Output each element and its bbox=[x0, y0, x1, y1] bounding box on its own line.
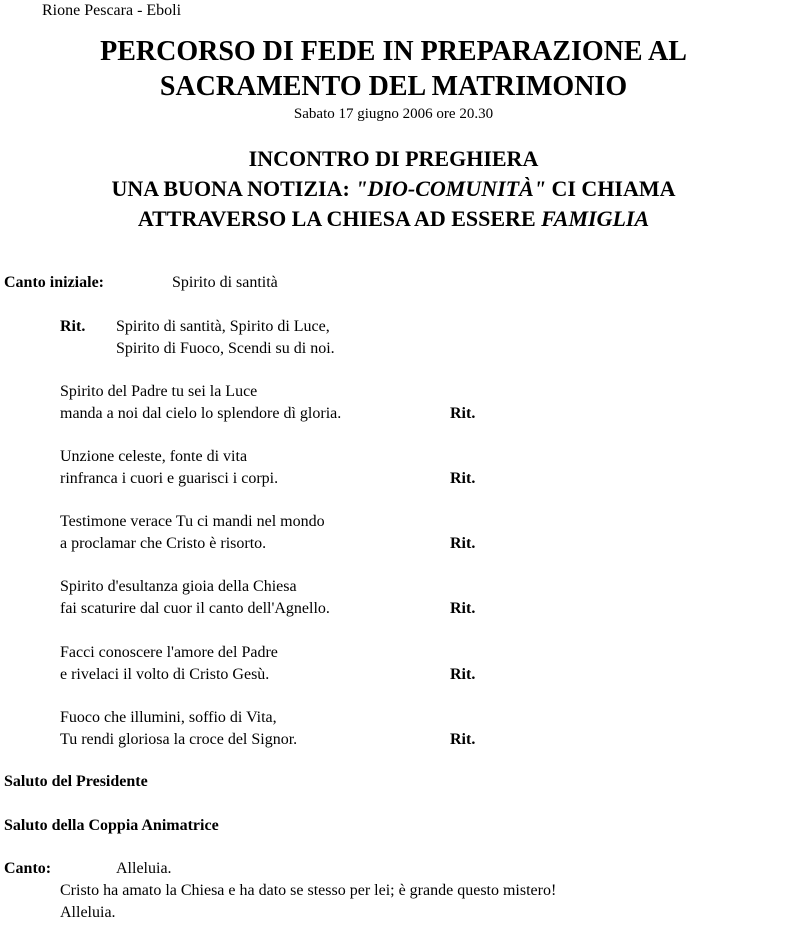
saluto-presidente: Saluto del Presidente bbox=[4, 773, 148, 790]
subtitle-line-2-c: CI CHIAMA bbox=[545, 176, 676, 201]
stanza-6-line-1: Fuoco che illumini, soffio di Vita, bbox=[60, 709, 277, 726]
stanza-2-rit: Rit. bbox=[450, 470, 476, 487]
stanza-2-line-2: rinfranca i cuori e guarisci i corpi. bbox=[60, 470, 279, 487]
subtitle-line-3 bbox=[0, 206, 787, 232]
subtitle-line-3-b: FAMIGLIA bbox=[541, 206, 650, 231]
stanza-4-line-1: Spirito d'esultanza gioia della Chiesa bbox=[60, 578, 297, 595]
stanza-4-line-2: fai scaturire dal cuor il canto dell'Agnello. bbox=[60, 600, 330, 617]
stanza-1-rit: Rit. bbox=[450, 405, 476, 422]
subtitle-line-2-a: UNA BUONA NOTIZIA: bbox=[111, 176, 356, 201]
saluto-coppia: Saluto della Coppia Animatrice bbox=[4, 817, 219, 834]
date-text: Sabato 17 giugno 2006 ore 20.30 bbox=[293, 106, 494, 122]
location-text: Rione Pescara - Eboli bbox=[42, 2, 182, 19]
subtitle-line-2-b: "DIO-COMUNITÀ" bbox=[355, 176, 546, 201]
title-line-2: SACRAMENTO DEL MATRIMONIO bbox=[159, 71, 628, 102]
subtitle-line-2 bbox=[0, 176, 787, 202]
stanza-3-rit: Rit. bbox=[450, 535, 476, 552]
canto-label: Canto: bbox=[4, 860, 52, 877]
stanza-5-rit: Rit. bbox=[450, 666, 476, 683]
refrain-line-2: Spirito di Fuoco, Scendi su di noi. bbox=[116, 340, 335, 357]
stanza-3-line-2: a proclamar che Cristo è risorto. bbox=[60, 535, 267, 552]
stanza-6-line-2: Tu rendi gloriosa la croce del Signor. bbox=[60, 731, 298, 748]
canto-line-2: Alleluia. bbox=[60, 904, 116, 921]
canto-title: Alleluia. bbox=[116, 860, 172, 877]
stanza-2-line-1: Unzione celeste, fonte di vita bbox=[60, 448, 248, 465]
stanza-1-line-2: manda a noi dal cielo lo splendore dì gloria. bbox=[60, 405, 342, 422]
subtitle-line-1: INCONTRO DI PREGHIERA bbox=[248, 146, 539, 171]
stanza-6-rit: Rit. bbox=[450, 731, 476, 748]
canto-line-1: Cristo ha amato la Chiesa e ha dato se stesso per lei; è grande questo mistero! bbox=[60, 882, 557, 899]
stanza-4-rit: Rit. bbox=[450, 600, 476, 617]
stanza-5-line-2: e rivelaci il volto di Cristo Gesù. bbox=[60, 666, 270, 683]
title-line-1: PERCORSO DI FEDE IN PREPARAZIONE AL bbox=[100, 36, 687, 67]
stanza-1-line-1: Spirito del Padre tu sei la Luce bbox=[60, 383, 258, 400]
stanza-5-line-1: Facci conoscere l'amore del Padre bbox=[60, 644, 278, 661]
stanza-3-line-1: Testimone verace Tu ci mandi nel mondo bbox=[60, 513, 325, 530]
refrain-line-1: Spirito di santità, Spirito di Luce, bbox=[116, 318, 330, 335]
canto-iniziale-label: Canto iniziale: bbox=[4, 274, 104, 291]
canto-iniziale-title: Spirito di santità bbox=[172, 274, 278, 291]
subtitle-line-3-a: ATTRAVERSO LA CHIESA AD ESSERE bbox=[137, 206, 542, 231]
refrain-label: Rit. bbox=[60, 318, 86, 335]
